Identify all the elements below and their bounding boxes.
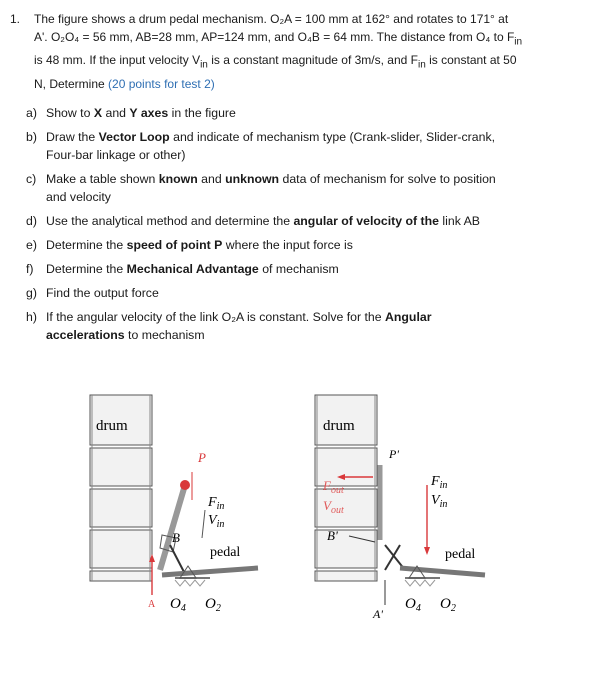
part-h: h) If the angular velocity of the link O₂A is constant. Solve for the Angular accelerations to mechanism: [26, 310, 432, 342]
pedal-left: [162, 568, 258, 575]
label-pedal-left: pedal: [210, 545, 241, 560]
label-Fin-left: $F_{in}$: [208, 495, 225, 512]
question-line-2: A'. O₂O₄ = 56 mm, AB=28 mm, AP=124 mm, and O₄B = 64 mm. The distance from O₄ to $F_{in}$: [34, 30, 523, 48]
link-AP-left: [160, 485, 185, 570]
question-line-4: N, Determine (20 points for test 2): [34, 76, 215, 91]
part-f: f) Determine the Mechanical Advantage of mechanism: [26, 262, 339, 276]
label-P-left: P: [198, 450, 206, 465]
part-g: g) Find the output force: [26, 286, 159, 300]
label-Vin-left: $V_{in}$: [208, 513, 225, 530]
part-e: e) Determine the speed of point P where the input force is: [26, 238, 353, 252]
parts-list: [26, 104, 586, 350]
drum-label-right: drum: [323, 418, 355, 434]
points-note: (20 points for test 2): [108, 76, 215, 91]
label-pedal-right: pedal: [445, 547, 476, 562]
label-B-right: B': [327, 528, 338, 543]
part-c: c) Make a table shown known and unknown data of mechanism for solve to position and velocity: [26, 172, 496, 204]
label-Vout-right: $V_{out}$: [323, 498, 344, 516]
label-O2-left: $O_2$: [205, 596, 221, 614]
label-O4-left: $O_4$: [170, 596, 186, 614]
label-O4-right: $O_4$: [405, 596, 421, 614]
label-Vin-right: $V_{in}$: [431, 493, 448, 510]
question-text: [34, 10, 579, 93]
part-b: b) Draw the Vector Loop and indicate of mechanism type (Crank-slider, Slider-crank, Four-bar linkage or other): [26, 130, 496, 162]
figure-right: [305, 390, 515, 630]
label-Fin-right: $F_{in}$: [431, 474, 448, 491]
label-P-right: P': [389, 447, 399, 461]
part-a: a) Show to X and Y axes in the figure: [26, 106, 236, 120]
label-A-left: A: [148, 599, 156, 610]
point-P-left: [180, 480, 190, 490]
label-A-right: A': [373, 607, 383, 621]
question-number: 1.: [10, 12, 21, 26]
drum-label-left: drum: [96, 418, 128, 434]
label-B-left: B: [172, 530, 180, 545]
question-line-3: is 48 mm. If the input velocity $V_{in}$ is a constant magnitude of 3m/s, and $F_{in}$ is constant at 50: [34, 53, 517, 71]
label-Fout-right: $F_{out}$: [323, 478, 344, 496]
label-O2-right: $O_2$: [440, 596, 456, 614]
figure-left: [80, 390, 290, 630]
part-d: d) Use the analytical method and determine the angular of velocity of the link AB: [26, 214, 481, 228]
question-line-1: The figure shows a drum pedal mechanism. O₂A = 100 mm at 162° and rotates to 171° at: [34, 12, 509, 26]
